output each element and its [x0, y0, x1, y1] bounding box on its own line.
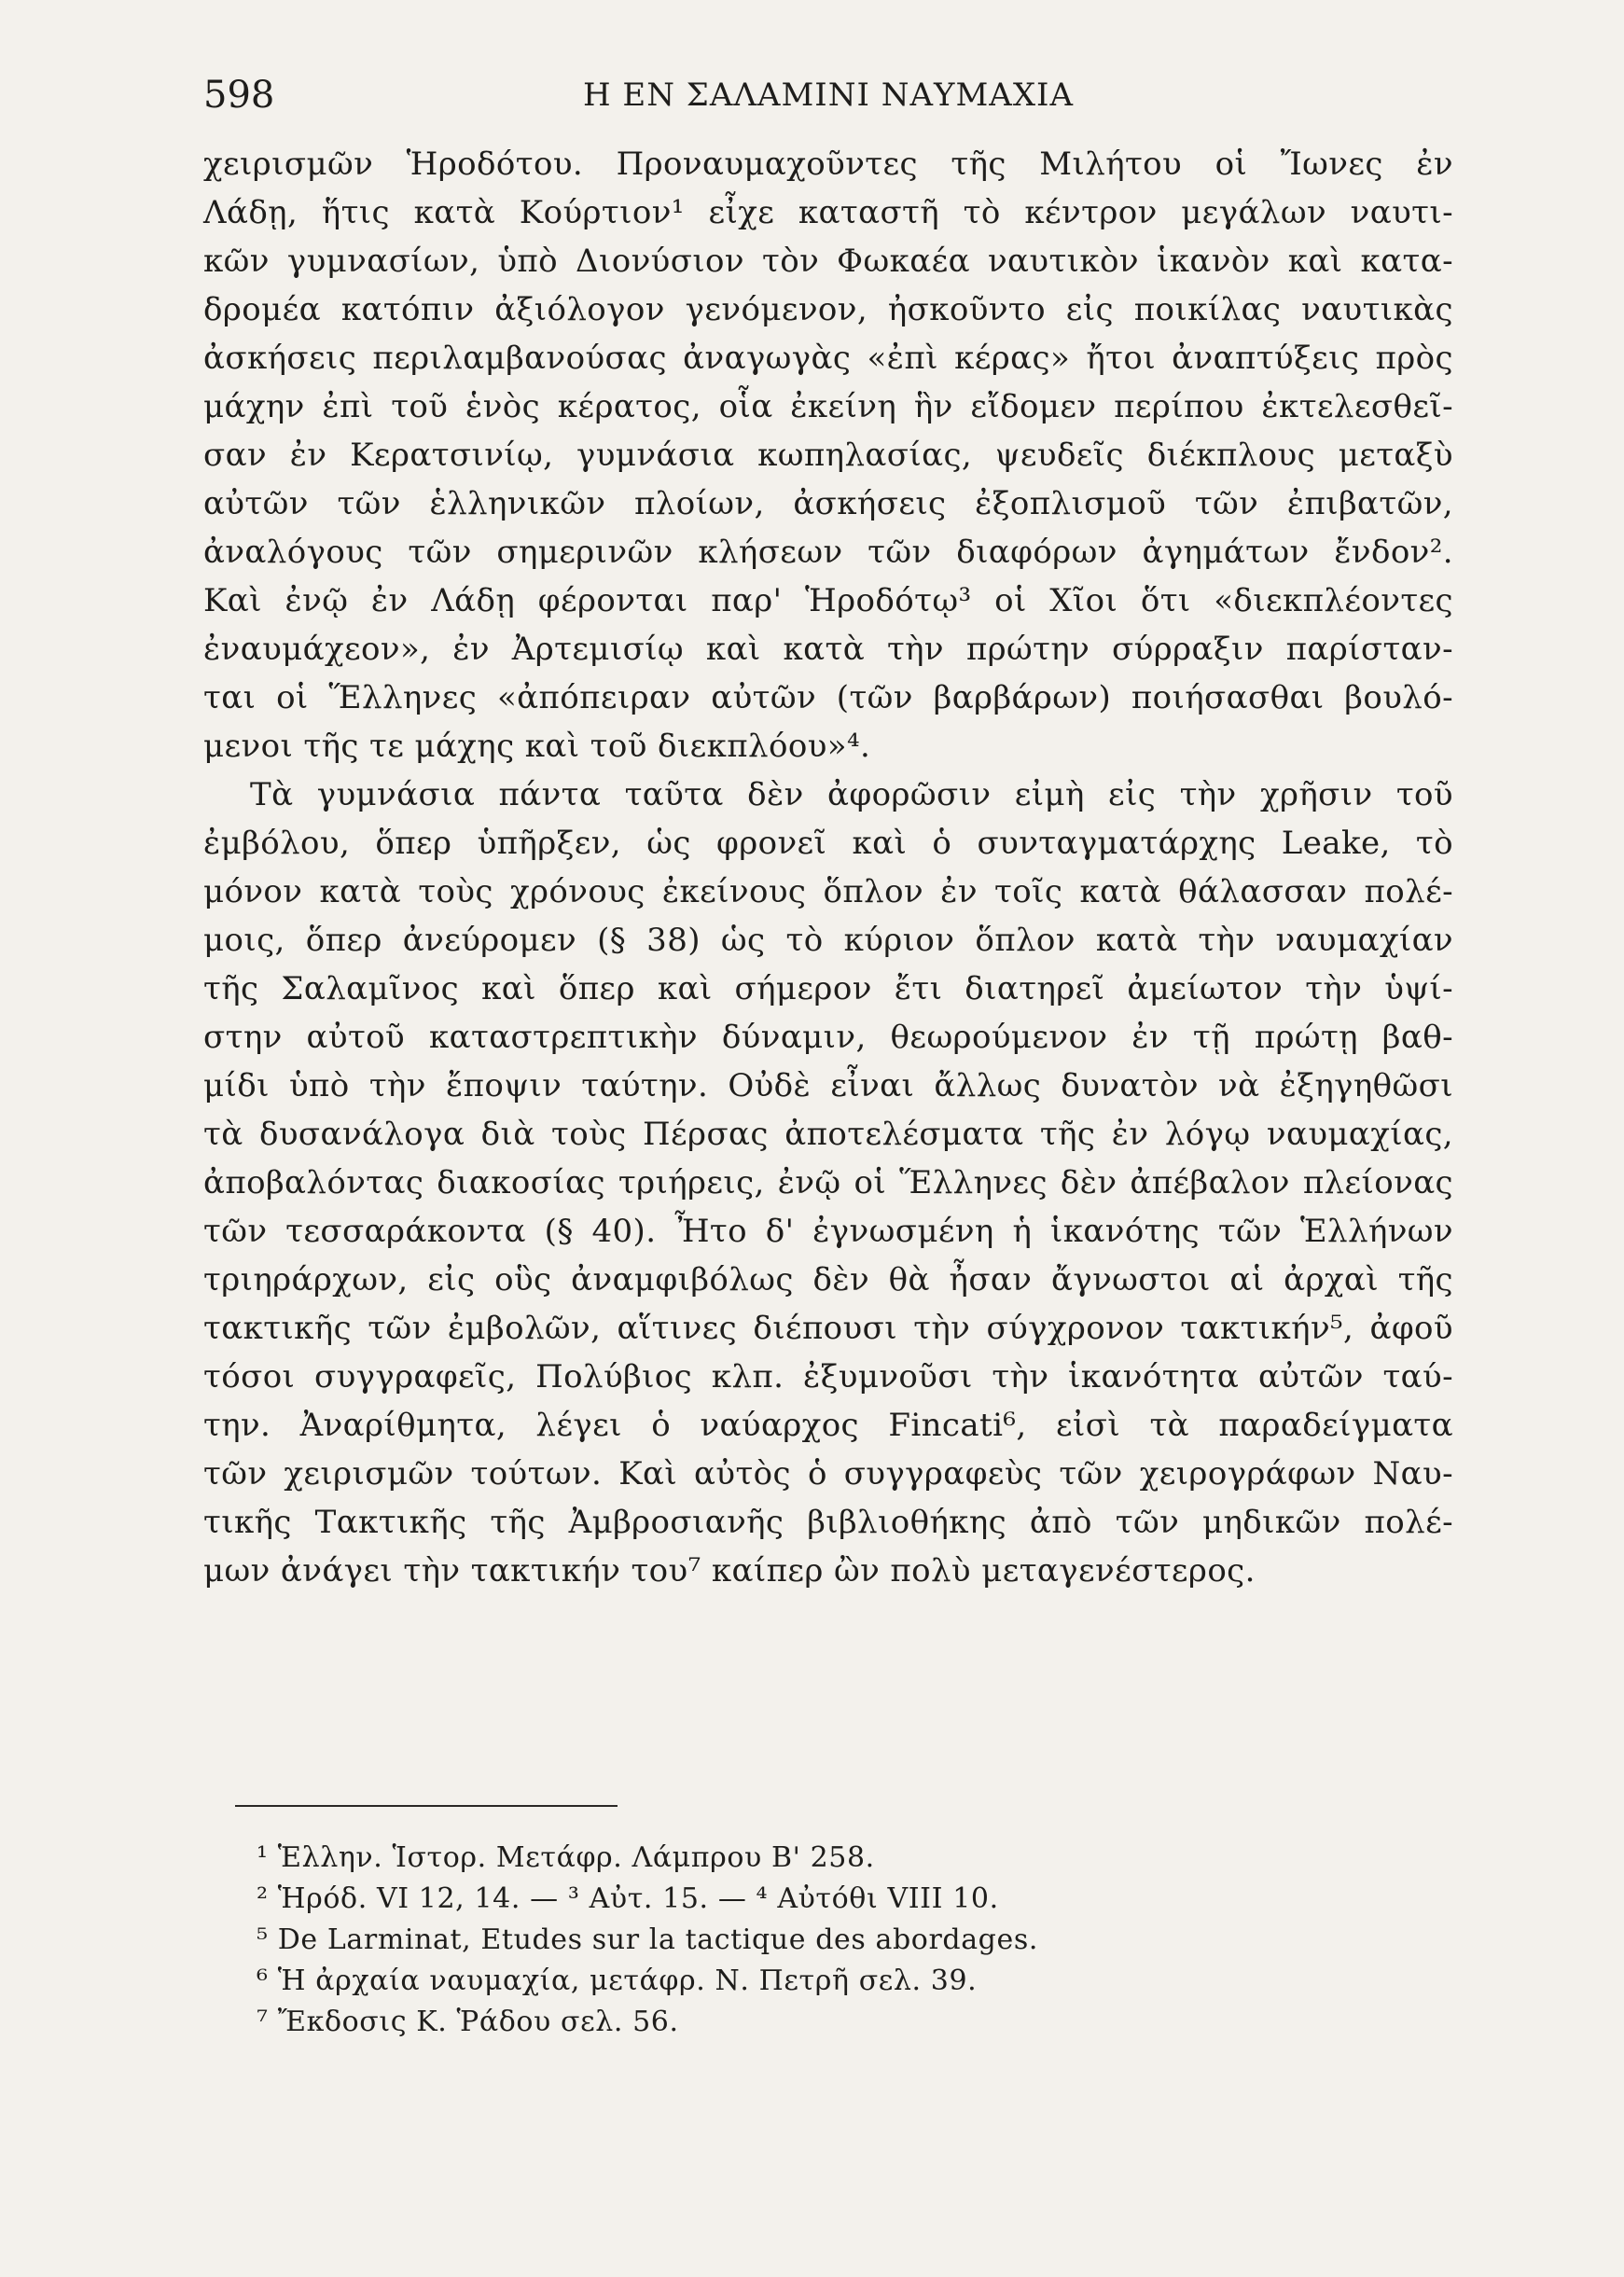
text-line: χειρισμῶν Ἡροδότου. Προναυμαχοῦντες τῆς Μιλήτου οἱ Ἴωνες ἐν — [203, 146, 1453, 183]
text-line: ἐναυμάχεον», ἐν Ἀρτεμισίῳ καὶ κατὰ τὴν πρώτην σύρραξιν παρίσταν- — [203, 631, 1453, 668]
text-line: τὰ δυσανάλογα διὰ τοὺς Πέρσας ἀποτελέσματα τῆς ἐν λόγῳ ναυμαχίας, — [203, 1116, 1453, 1153]
text-line: τριηράρχων, εἰς οὓς ἀναμφιβόλως δὲν θὰ ἦσαν ἄγνωστοι αἱ ἀρχαὶ τῆς — [203, 1261, 1453, 1298]
text-line: μενοι τῆς τε μάχης καὶ τοῦ διεκπλόου»⁴. — [203, 728, 871, 765]
footnotes — [257, 1838, 1450, 2043]
text-line: ἐμβόλου, ὅπερ ὑπῆρξεν, ὡς φρονεῖ καὶ ὁ συνταγματάρχης Leake, τὸ — [203, 825, 1453, 862]
page-header — [203, 67, 1453, 123]
text-line: τῶν τεσσαράκοντα (§ 40). Ἦτο δ' ἐγνωσμένη ἡ ἱκανότης τῶν Ἑλλήνων — [203, 1213, 1453, 1250]
text-line: μοις, ὅπερ ἀνεύρομεν (§ 38) ὡς τὸ κύριον ὅπλον κατὰ τὴν ναυμαχίαν — [203, 922, 1453, 959]
page-number: 598 — [203, 74, 275, 117]
text-line: στην αὐτοῦ καταστρεπτικὴν δύναμιν, θεωρούμενον ἐν τῇ πρώτῃ βαθ- — [203, 1019, 1453, 1056]
text-line: μόνον κατὰ τοὺς χρόνους ἐκείνους ὅπλον ἐν τοῖς κατὰ θάλασσαν πολέ- — [203, 873, 1453, 910]
text-line: σαν ἐν Κερατσινίῳ, γυμνάσια κωπηλασίας, ψευδεῖς διέκπλους μεταξὺ — [203, 437, 1453, 474]
footnote: ⁵ De Larminat, Etudes sur la tactique des abordages. — [257, 1923, 1038, 1956]
text-line: ται οἱ Ἕλληνες «ἀπόπειραν αὐτῶν (τῶν βαρβάρων) ποιήσασθαι βουλό- — [203, 679, 1453, 716]
text-line: την. Ἀναρίθμητα, λέγει ὁ ναύαρχος Fincati⁶, εἰσὶ τὰ παραδείγματα — [203, 1407, 1453, 1444]
text-line: τῶν χειρισμῶν τούτων. Καὶ αὐτὸς ὁ συγγραφεὺς τῶν χειρογράφων Ναυ- — [203, 1455, 1453, 1493]
text-line: μων ἀνάγει τὴν τακτικήν του⁷ καίπερ ὢν πολὺ μεταγενέστερος. — [203, 1552, 1256, 1590]
text-line: μίδι ὑπὸ τὴν ἔποψιν ταύτην. Οὐδὲ εἶναι ἄλλως δυνατὸν νὰ ἐξηγηθῶσι — [203, 1067, 1453, 1104]
text-line: μάχην ἐπὶ τοῦ ἑνὸς κέρατος, οἷα ἐκείνη ἣν εἴδομεν περίπου ἐκτελεσθεῖ- — [203, 388, 1453, 425]
text-line: Καὶ ἐνῷ ἐν Λάδῃ φέρονται παρ' Ἡροδότῳ³ οἱ Χῖοι ὅτι «διεκπλέοντες — [203, 582, 1453, 619]
text-line: δρομέα κατόπιν ἀξιόλογον γενόμενον, ἠσκοῦντο εἰς ποικίλας ναυτικὰς — [203, 291, 1453, 328]
body-text — [203, 140, 1453, 1595]
text-line: τόσοι συγγραφεῖς, Πολύβιος κλπ. ἐξυμνοῦσι τὴν ἱκανότητα αὐτῶν ταύ- — [203, 1358, 1453, 1395]
text-line: τῆς Σαλαμῖνος καὶ ὅπερ καὶ σήμερον ἔτι διατηρεῖ ἀμείωτον τὴν ὑψί- — [203, 970, 1453, 1007]
text-line: αὐτῶν τῶν ἑλληνικῶν πλοίων, ἀσκήσεις ἐξοπλισμοῦ τῶν ἐπιβατῶν, — [203, 485, 1453, 522]
text-line: ἀποβαλόντας διακοσίας τριήρεις, ἐνῷ οἱ Ἕλληνες δὲν ἀπέβαλον πλείονας — [203, 1164, 1453, 1201]
running-title: Η ΕΝ ΣΑΛΑΜΙΝΙ ΝΑΥΜΑΧΙΑ — [582, 76, 1075, 114]
footnote: ⁶ Ἡ ἀρχαία ναυμαχία, μετάφρ. Ν. Πετρῆ σελ. 39. — [257, 1965, 978, 1997]
text-line: Λάδῃ, ἥτις κατὰ Κούρτιον¹ εἶχε καταστῆ τὸ κέντρον μεγάλων ναυτι- — [203, 194, 1453, 231]
text-line: ἀσκήσεις περιλαμβανούσας ἀναγωγὰς «ἐπὶ κέρας» ἤτοι ἀναπτύξεις πρὸς — [203, 340, 1453, 377]
text-line: κῶν γυμνασίων, ὑπὸ Διονύσιον τὸν Φωκαέα ναυτικὸν ἱκανὸν καὶ κατα- — [203, 243, 1453, 280]
footnote: ² Ἡρόδ. VI 12, 14. — ³ Αὐτ. 15. — ⁴ Αὐτόθι VIII 10. — [257, 1882, 999, 1915]
text-line: τακτικῆς τῶν ἐμβολῶν, αἵτινες διέπουσι τὴν σύγχρονον τακτικήν⁵, ἀφοῦ — [203, 1310, 1453, 1347]
footnote: ¹ Ἑλλην. Ἱστορ. Μετάφρ. Λάμπρου Β' 258. — [257, 1841, 875, 1874]
footnote-divider — [235, 1805, 618, 1807]
text-line: Τὰ γυμνάσια πάντα ταῦτα δὲν ἀφορῶσιν εἰμὴ εἰς τὴν χρῆσιν τοῦ — [250, 776, 1453, 813]
text-line: τικῆς Τακτικῆς τῆς Ἀμβροσιανῆς βιβλιοθήκης ἀπὸ τῶν μηδικῶν πολέ- — [203, 1504, 1453, 1541]
footnote: ⁷ Ἔκδοσις Κ. Ῥάδου σελ. 56. — [257, 2006, 679, 2038]
text-line: ἀναλόγους τῶν σημερινῶν κλήσεων τῶν διαφόρων ἀγημάτων ἔνδον². — [203, 534, 1453, 571]
